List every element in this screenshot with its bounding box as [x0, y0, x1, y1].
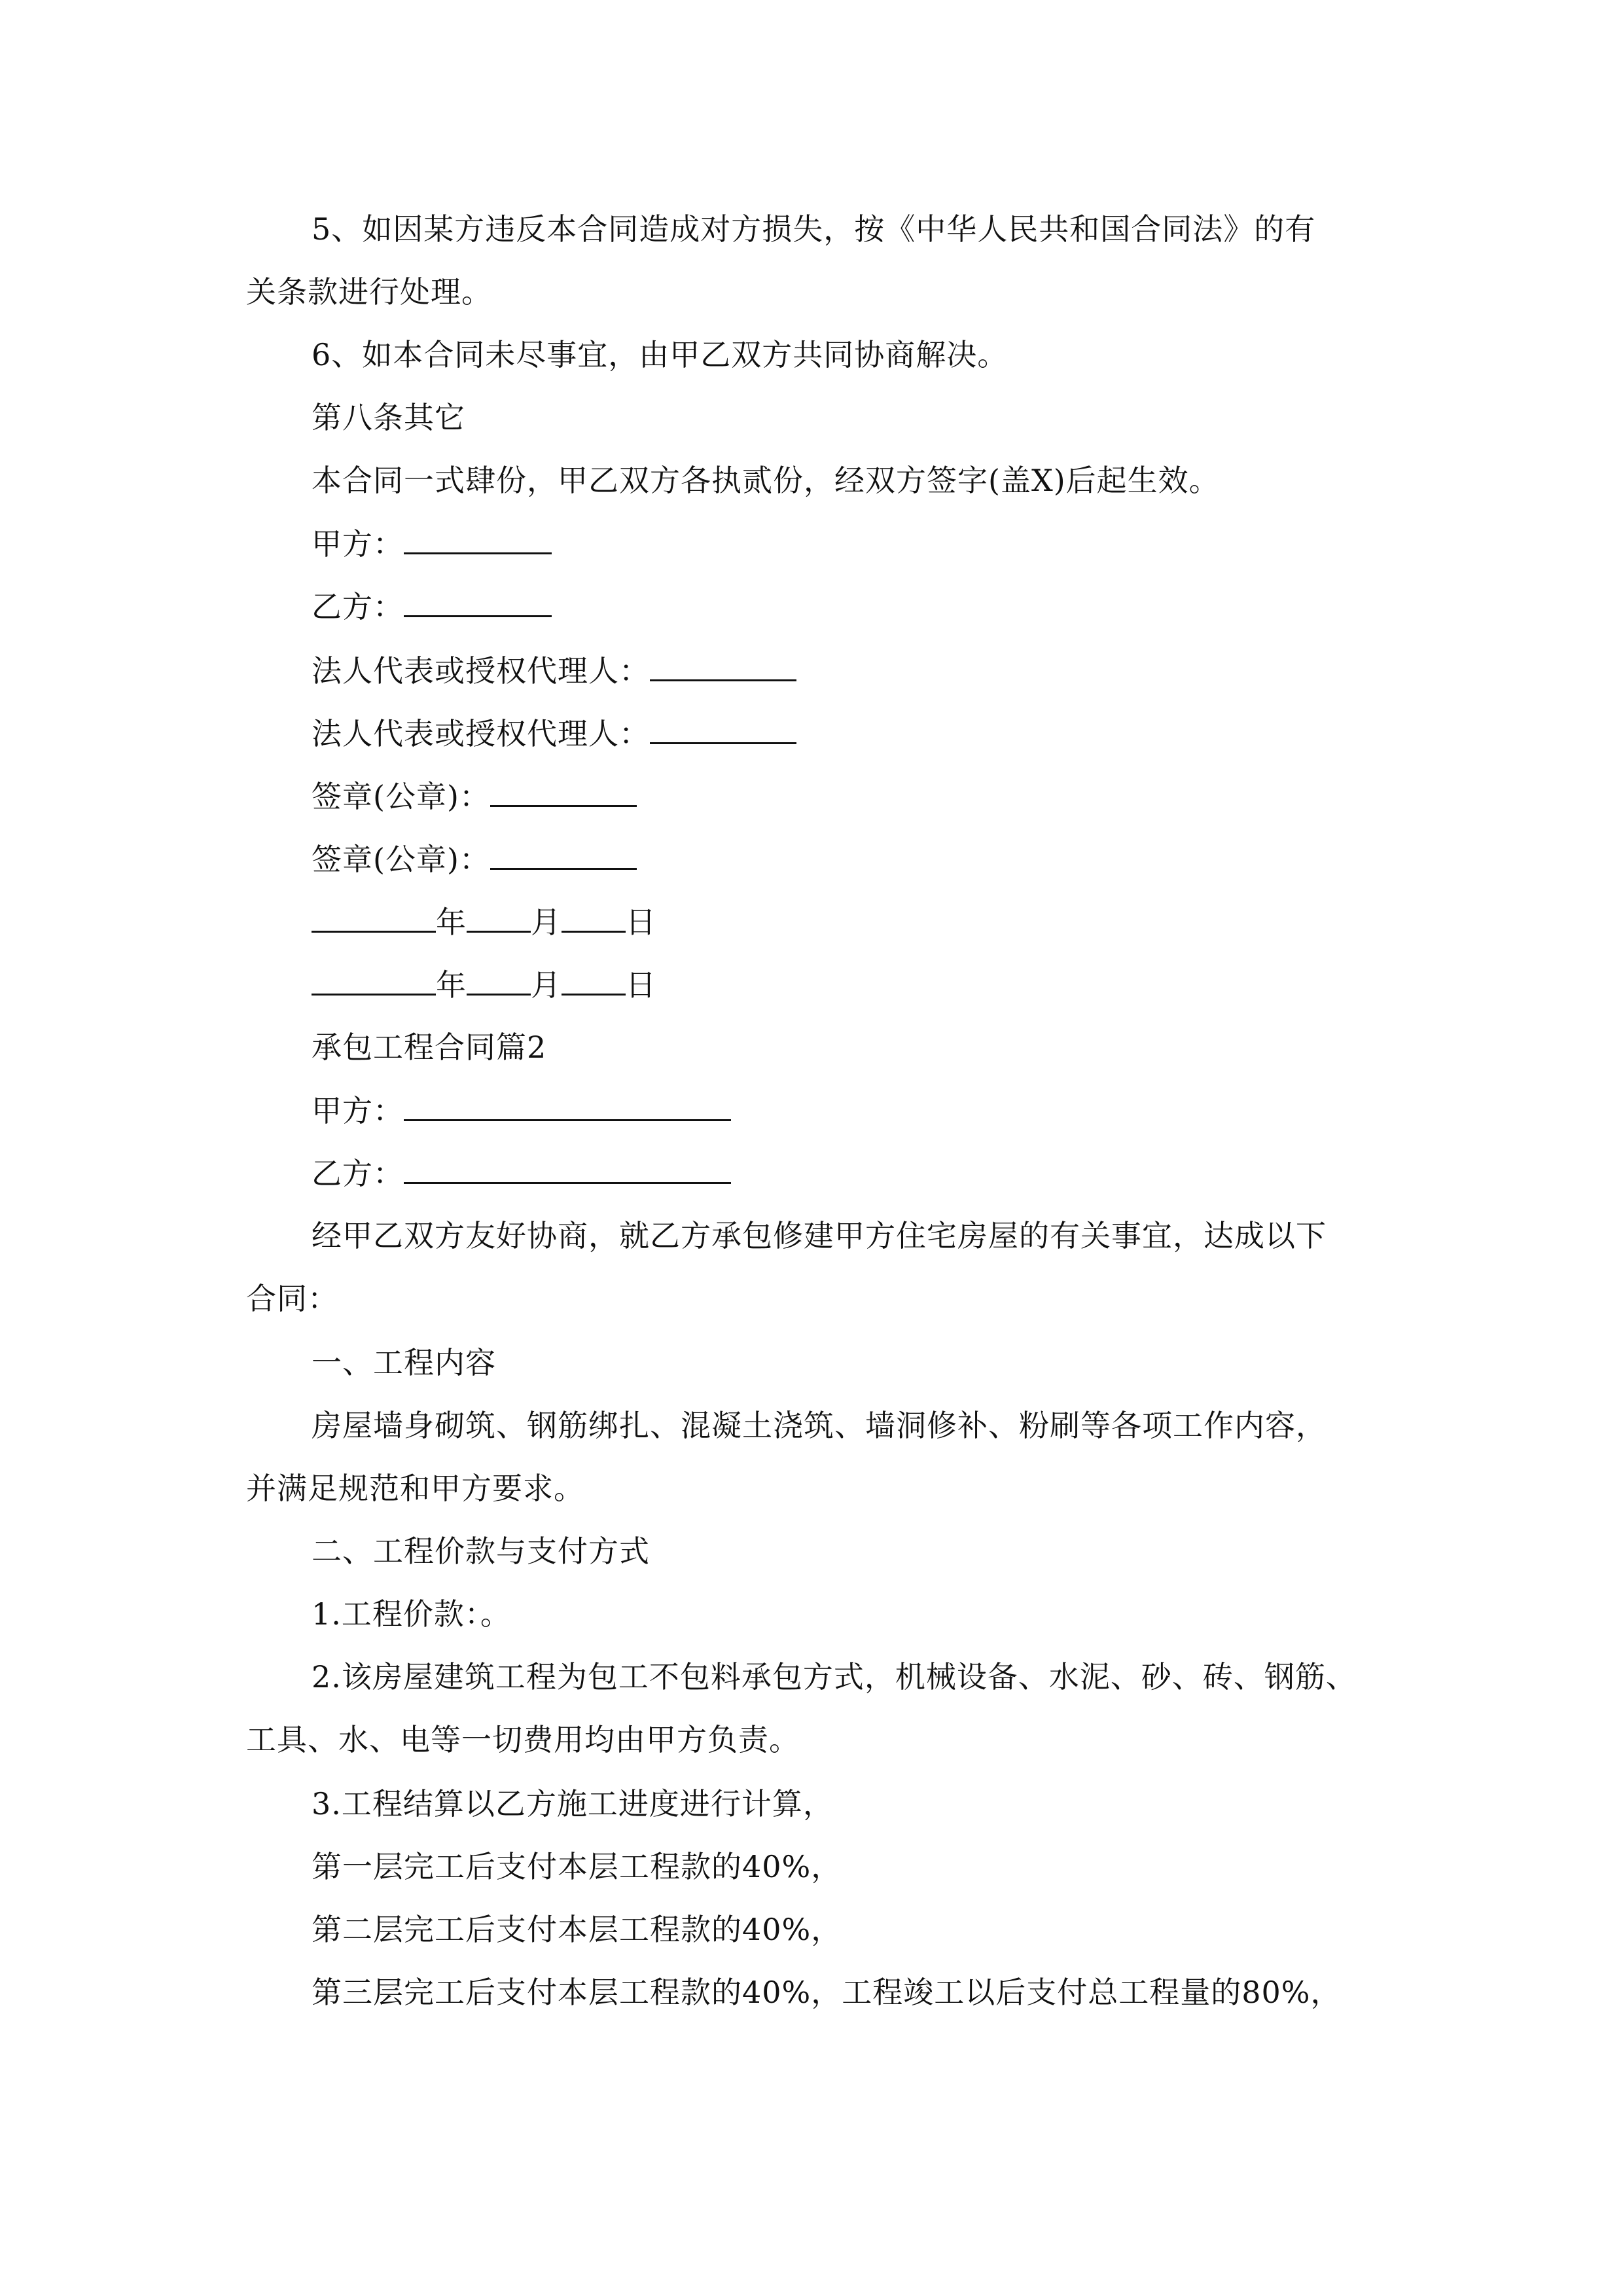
contract2-party-b-row — [312, 1153, 731, 1193]
contract2-title: 承包工程合同篇2 — [312, 1030, 547, 1065]
day-label-2: 日 — [626, 967, 656, 1003]
seal-blank-2 — [490, 839, 637, 870]
article8-text: 本合同一式肆份，甲乙双方各执贰份，经双方签字(盖X)后起生效。 — [312, 463, 1220, 498]
contract2-intro-line2: 合同： — [246, 1281, 338, 1316]
contract2-intro-line1: 经甲乙双方友好协商，就乙方承包修建甲方住宅房屋的有关事宜，达成以下 — [312, 1218, 1327, 1253]
floor3-payment: 第三层完工后支付本层工程款的40%，工程竣工以后支付总工程量的80%， — [312, 1975, 1342, 2010]
floor2-payment: 第二层完工后支付本层工程款的40%， — [312, 1912, 842, 1947]
contract2-party-b-blank — [404, 1153, 731, 1184]
day-blank-1 — [562, 902, 626, 933]
clause6: 6、如本合同未尽事宜，由甲乙双方共同协商解决。 — [312, 337, 1008, 372]
contract2-party-b-label: 乙方： — [312, 1156, 404, 1191]
date-row-1 — [312, 902, 656, 942]
year-blank-2 — [312, 965, 436, 996]
date-row-2 — [312, 965, 656, 1005]
floor1-payment: 第一层完工后支付本层工程款的40%， — [312, 1849, 842, 1884]
item2-line2: 工具、水、电等一切费用均由甲方负责。 — [246, 1722, 800, 1757]
legal-rep-label-2: 法人代表或授权代理人： — [312, 716, 650, 751]
item2-line1: 2.该房屋建筑工程为包工不包料承包方式，机械设备、水泥、砂、砖、钢筋、 — [312, 1659, 1357, 1695]
section1-line2: 并满足规范和甲方要求。 — [246, 1471, 584, 1506]
contract2-party-a-blank — [404, 1090, 731, 1121]
day-label-1: 日 — [626, 905, 656, 940]
item3: 3.工程结算以乙方施工进度进行计算， — [312, 1786, 834, 1821]
item1: 1.工程价款：。 — [312, 1596, 511, 1632]
day-blank-2 — [562, 965, 626, 996]
legal-rep-row-2 — [312, 713, 796, 753]
legal-rep-row-1 — [312, 651, 796, 691]
legal-rep-blank-1 — [650, 651, 796, 681]
seal-label-1: 签章(公章)： — [312, 779, 490, 814]
contract2-party-a-label: 甲方： — [312, 1093, 404, 1128]
month-blank-1 — [467, 902, 531, 933]
article8-title: 第八条其它 — [312, 400, 465, 435]
seal-row-1 — [312, 776, 637, 816]
legal-rep-label-1: 法人代表或授权代理人： — [312, 653, 650, 689]
section1-line1: 房屋墙身砌筑、钢筋绑扎、混凝土浇筑、墙洞修补、粉刷等各项工作内容， — [312, 1408, 1327, 1443]
seal-row-2 — [312, 839, 637, 879]
month-label-1: 月 — [531, 905, 562, 940]
month-blank-2 — [467, 965, 531, 996]
clause5-line2: 关条款进行处理。 — [246, 274, 492, 310]
party-a-blank — [404, 524, 552, 554]
year-blank-1 — [312, 902, 436, 933]
year-label-1: 年 — [436, 905, 467, 940]
party-a-signature-row — [312, 524, 552, 564]
month-label-2: 月 — [531, 967, 562, 1003]
contract2-party-a-row — [312, 1090, 731, 1130]
section1-title: 一、工程内容 — [312, 1345, 496, 1380]
seal-blank-1 — [490, 776, 637, 807]
legal-rep-blank-2 — [650, 713, 796, 744]
party-a-label: 甲方： — [312, 526, 404, 562]
party-b-blank — [404, 586, 552, 617]
seal-label-2: 签章(公章)： — [312, 842, 490, 877]
section2-title: 二、工程价款与支付方式 — [312, 1534, 650, 1569]
year-label-2: 年 — [436, 967, 467, 1003]
party-b-signature-row — [312, 586, 552, 626]
party-b-label: 乙方： — [312, 589, 404, 624]
clause5-line1: 5、如因某方违反本合同造成对方损失，按《中华人民共和国合同法》的有 — [312, 211, 1316, 247]
